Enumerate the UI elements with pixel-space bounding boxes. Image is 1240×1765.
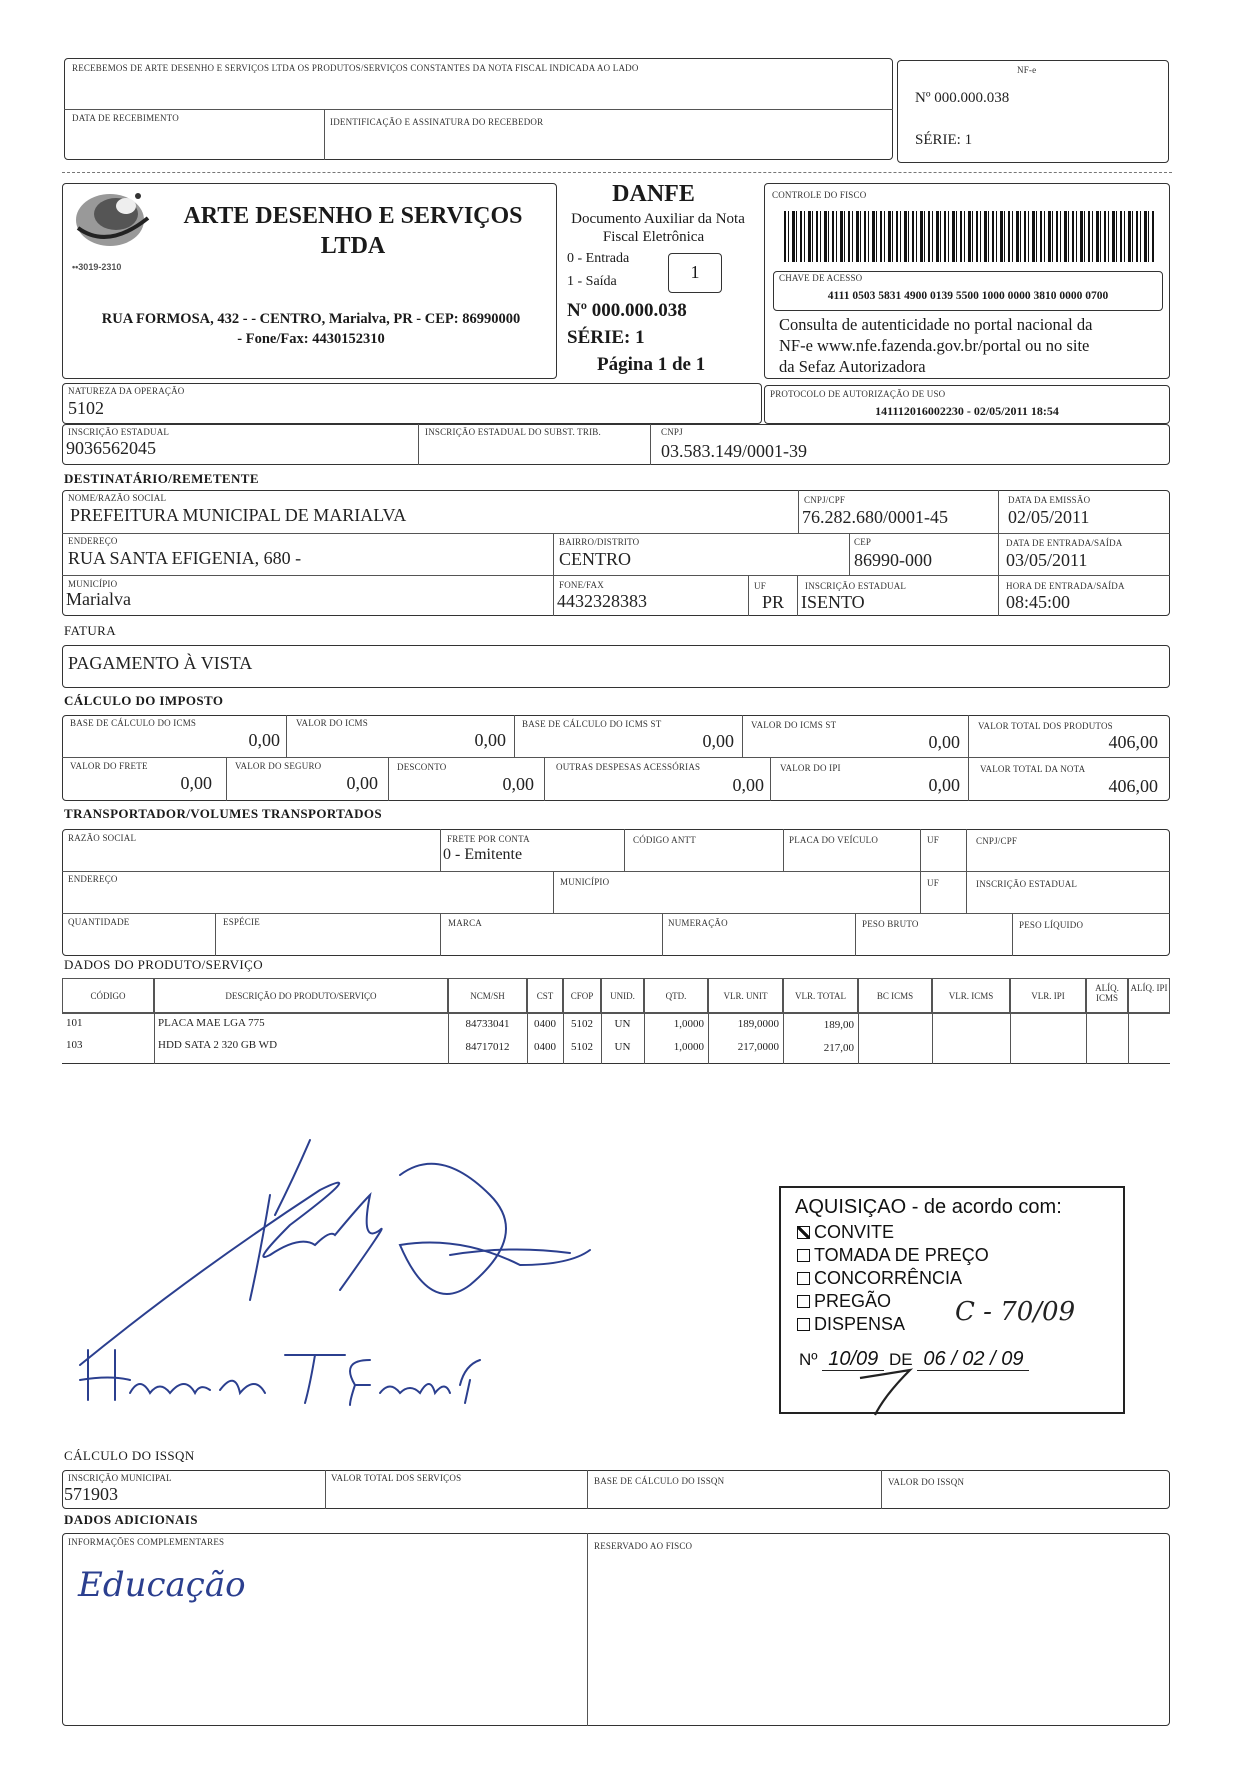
danfe-title: DANFE <box>612 181 695 207</box>
dest-hora-label: HORA DE ENTRADA/SAÍDA <box>1006 581 1125 591</box>
transp-uf-label: UF <box>927 835 939 845</box>
dest-bairro-label: BAIRRO/DISTRITO <box>559 537 640 547</box>
transp-ie-label: INSCRIÇÃO ESTADUAL <box>976 879 1078 889</box>
danfe-serie: SÉRIE: 1 <box>567 327 645 348</box>
danfe-subtitle-line2: Fiscal Eletrônica <box>602 229 705 245</box>
transp-marca-label: MARCA <box>448 918 483 928</box>
base-st-label: BASE DE CÁLCULO DO ICMS ST <box>522 719 662 729</box>
dest-ie-label: INSCRIÇÃO ESTADUAL <box>805 581 907 591</box>
imposto-section: CÁLCULO DO IMPOSTO <box>64 693 224 708</box>
checkbox-icon <box>797 1249 810 1262</box>
transp-numeracao-label: NUMERAÇÃO <box>668 918 728 928</box>
transp-uf2-label: UF <box>927 878 939 888</box>
transp-antt-label: CÓDIGO ANTT <box>633 835 696 845</box>
fatura-value: PAGAMENTO À VISTA <box>68 653 253 673</box>
th-ncm: NCM/SH <box>470 991 505 1001</box>
th-cfop: CFOP <box>570 991 594 1001</box>
consulta-line1: Consulta de autenticidade no portal nacional da <box>779 315 1093 334</box>
total-prod: 406,00 <box>1108 732 1158 752</box>
transp-municipio-label: MUNICÍPIO <box>560 877 610 887</box>
row1-vtotal: 189,00 <box>823 1019 854 1031</box>
stamp-concorrencia: CONCORRÊNCIA <box>797 1268 962 1289</box>
valor-st-label: VALOR DO ICMS ST <box>751 720 837 730</box>
ie-value: 9036562045 <box>66 438 156 458</box>
dest-fone: 4432328383 <box>557 591 647 611</box>
row2-unid: UN <box>614 1041 631 1053</box>
emitente-logo <box>68 188 158 258</box>
frete-label: VALOR DO FRETE <box>70 761 148 771</box>
transp-qtd-label: QUANTIDADE <box>68 917 130 927</box>
row1-vunit: 189,0000 <box>737 1018 779 1030</box>
adicionais-info-handwritten: Educação <box>78 1565 246 1605</box>
emitente-address-line2: - Fone/Fax: 4430152310 <box>237 331 385 347</box>
transporte-section: TRANSPORTADOR/VOLUMES TRANSPORTADOS <box>64 806 383 821</box>
dest-ie: ISENTO <box>801 592 865 612</box>
row2-qtd: 1,0000 <box>673 1041 704 1053</box>
danfe-entrada: 0 - Entrada <box>567 251 630 266</box>
th-bc-icms: BC ICMS <box>876 991 914 1001</box>
valor-icms: 0,00 <box>474 730 506 750</box>
danfe-subtitle-line1: Documento Auxiliar da Nota <box>571 211 745 227</box>
dest-endereco: RUA SANTA EFIGENIA, 680 - <box>68 548 302 568</box>
dest-nome-label: NOME/RAZÃO SOCIAL <box>68 493 167 503</box>
destinatario-section: DESTINATÁRIO/REMETENTE <box>64 471 259 486</box>
desconto: 0,00 <box>502 774 534 794</box>
dest-municipio: Marialva <box>66 589 131 609</box>
adicionais-box <box>62 1533 1170 1726</box>
canhoto-serie: SÉRIE: 1 <box>915 132 973 148</box>
fatura-section: FATURA <box>64 623 117 638</box>
seguro: 0,00 <box>346 773 378 793</box>
th-codigo: CÓDIGO <box>90 991 126 1001</box>
cnpj-label: CNPJ <box>661 427 683 437</box>
row2-vunit: 217,0000 <box>737 1041 779 1053</box>
cnpj-value: 03.583.149/0001-39 <box>661 441 807 461</box>
dest-cep: 86990-000 <box>854 550 932 570</box>
total-prod-label: VALOR TOTAL DOS PRODUTOS <box>978 721 1113 731</box>
base-st: 0,00 <box>702 731 734 751</box>
row2-codigo: 103 <box>66 1039 83 1051</box>
danfe-tipo: 1 <box>690 262 700 282</box>
valor-icms-label: VALOR DO ICMS <box>296 718 368 728</box>
checkbox-icon <box>797 1272 810 1285</box>
canhoto-number: Nº 000.000.038 <box>915 90 1010 106</box>
row2-cst: 0400 <box>534 1041 556 1053</box>
handwritten-signatures <box>70 1135 670 1420</box>
stamp-numero: 10/09 <box>822 1348 884 1371</box>
row2-descricao: HDD SATA 2 320 GB WD <box>158 1039 278 1051</box>
row1-unid: UN <box>614 1018 631 1030</box>
stamp-handwritten-cc: C - 70/09 <box>955 1297 1076 1327</box>
transp-cnpj-label: CNPJ/CPF <box>976 836 1018 846</box>
issqn-base-label: BASE DE CÁLCULO DO ISSQN <box>594 1476 725 1486</box>
natureza-value: 5102 <box>68 398 104 418</box>
canhoto-sign-label: IDENTIFICAÇÃO E ASSINATURA DO RECEBEDOR <box>330 117 544 127</box>
row1-ncm: 84733041 <box>465 1018 510 1030</box>
ie-label: INSCRIÇÃO ESTADUAL <box>68 427 170 437</box>
row1-descricao: PLACA MAE LGA 775 <box>158 1017 265 1029</box>
stamp-convite: CONVITE <box>797 1222 894 1243</box>
issqn-im-label: INSCRIÇÃO MUNICIPAL <box>68 1473 172 1483</box>
transp-frete-label: FRETE POR CONTA <box>447 834 530 844</box>
natureza-label: NATUREZA DA OPERAÇÃO <box>68 386 185 396</box>
canhoto-receipt-text: RECEBEMOS DE ARTE DESENHO E SERVIÇOS LTDA OS PRODUTOS/SERVIÇOS CONSTANTES DA NOTA FISCAL INDICADA AO LADO <box>72 63 639 73</box>
checkbox-checked-icon <box>797 1226 810 1239</box>
dest-emissao-label: DATA DA EMISSÃO <box>1008 495 1091 505</box>
row2-ncm: 84717012 <box>465 1041 510 1053</box>
dest-municipio-label: MUNICÍPIO <box>68 579 118 589</box>
total-nota: 406,00 <box>1108 776 1158 796</box>
emitente-address-line1: RUA FORMOSA, 432 - - CENTRO, Marialva, PR - CEP: 86990000 <box>101 311 521 327</box>
dest-hora: 08:45:00 <box>1006 592 1071 612</box>
emitente-logo-phone: ••3019-2310 <box>72 262 122 272</box>
checkbox-icon <box>797 1318 810 1331</box>
issqn-section: CÁLCULO DO ISSQN <box>64 1448 195 1463</box>
consulta-line3: da Sefaz Autorizadora <box>779 357 926 376</box>
ie-st-label: INSCRIÇÃO ESTADUAL DO SUBST. TRIB. <box>425 427 601 437</box>
signature-name <box>70 1395 78 1396</box>
stamp-data: 06 / 02 / 09 <box>917 1348 1029 1371</box>
stamp-dispensa: DISPENSA <box>797 1314 905 1335</box>
stamp-numero-row: Nº 10/09 DE 06 / 02 / 09 <box>799 1348 1029 1371</box>
adicionais-info-label: INFORMAÇÕES COMPLEMENTARES <box>68 1537 225 1547</box>
stamp-handwritten-mark <box>855 1360 935 1420</box>
stamp-tomada: TOMADA DE PREÇO <box>797 1245 989 1266</box>
issqn-servicos-label: VALOR TOTAL DOS SERVIÇOS <box>331 1473 462 1483</box>
protocolo-value: 141112016002230 - 02/05/2011 18:54 <box>875 404 1059 418</box>
outras-label: OUTRAS DESPESAS ACESSÓRIAS <box>556 762 701 772</box>
protocolo-label: PROTOCOLO DE AUTORIZAÇÃO DE USO <box>770 389 946 399</box>
issqn-im: 571903 <box>64 1484 118 1504</box>
dest-fone-label: FONE/FAX <box>559 580 604 590</box>
stamp-title: AQUISIÇAO - de acordo com: <box>795 1196 1062 1218</box>
danfe-number: Nº 000.000.038 <box>567 300 687 321</box>
th-qtd: QTD. <box>665 991 687 1001</box>
emitente-name-line2: LTDA <box>320 233 386 259</box>
dest-endereco-label: ENDEREÇO <box>68 536 118 546</box>
checkbox-icon <box>797 1295 810 1308</box>
row1-codigo: 101 <box>66 1017 83 1029</box>
row2-cfop: 5102 <box>571 1041 593 1053</box>
fisco-controle-label: CONTROLE DO FISCO <box>772 190 867 200</box>
dest-entrada: 03/05/2011 <box>1006 550 1088 570</box>
th-descricao: DESCRIÇÃO DO PRODUTO/SERVIÇO <box>225 991 377 1001</box>
row1-cfop: 5102 <box>571 1018 593 1030</box>
dest-nome: PREFEITURA MUNICIPAL DE MARIALVA <box>70 505 407 525</box>
danfe-pagina: Página 1 de 1 <box>597 354 706 375</box>
canhoto-nfe-label: NF-e <box>1017 65 1037 75</box>
transp-endereco-label: ENDEREÇO <box>68 874 118 884</box>
total-nota-label: VALOR TOTAL DA NOTA <box>980 764 1086 774</box>
transp-especie-label: ESPÉCIE <box>223 917 260 927</box>
th-vlr-icms: VLR. ICMS <box>948 991 994 1001</box>
canhoto-date-label: DATA DE RECEBIMENTO <box>72 113 179 123</box>
row1-qtd: 1,0000 <box>673 1018 704 1030</box>
th-unid: UNID. <box>610 991 635 1001</box>
adicionais-fisco-label: RESERVADO AO FISCO <box>594 1541 693 1551</box>
transp-razao-label: RAZÃO SOCIAL <box>68 833 137 843</box>
transporte-box <box>62 829 1170 956</box>
th-vlr-ipi: VLR. IPI <box>1031 991 1065 1001</box>
th-aliq-icms: ALÍQ. ICMS <box>1095 983 1119 1003</box>
transp-frete: 0 - Emitente <box>443 846 523 863</box>
consulta-line2: NF-e www.nfe.fazenda.gov.br/portal ou no site <box>779 336 1090 355</box>
row1-cst: 0400 <box>534 1018 556 1030</box>
th-cst: CST <box>536 991 554 1001</box>
produtos-section: DADOS DO PRODUTO/SERVIÇO <box>64 957 264 972</box>
dest-bairro: CENTRO <box>559 549 631 569</box>
row2-vtotal: 217,00 <box>823 1042 854 1054</box>
seguro-label: VALOR DO SEGURO <box>235 761 322 771</box>
ipi-label: VALOR DO IPI <box>780 763 841 773</box>
dest-entrada-label: DATA DE ENTRADA/SAÍDA <box>1006 538 1123 548</box>
base-icms-label: BASE DE CÁLCULO DO ICMS <box>70 718 197 728</box>
danfe-saida: 1 - Saída <box>567 274 617 289</box>
chave-value: 4111 0503 5831 4900 0139 5500 1000 0000 3810 0000 0700 <box>827 290 1109 302</box>
desconto-label: DESCONTO <box>397 762 447 772</box>
transp-placa-label: PLACA DO VEÍCULO <box>789 835 879 845</box>
outras: 0,00 <box>732 775 764 795</box>
dest-cep-label: CEP <box>854 537 872 547</box>
adicionais-section: DADOS ADICIONAIS <box>64 1512 198 1527</box>
dest-cnpj-label: CNPJ/CPF <box>804 495 846 505</box>
stamp-pregao: PREGÃO <box>797 1291 891 1312</box>
valor-st: 0,00 <box>928 732 960 752</box>
dest-cnpj: 76.282.680/0001-45 <box>802 507 948 527</box>
issqn-valor-label: VALOR DO ISSQN <box>888 1477 965 1487</box>
emitente-name-line1: ARTE DESENHO E SERVIÇOS <box>183 203 523 229</box>
frete: 0,00 <box>180 773 212 793</box>
dest-uf-label: UF <box>754 581 766 591</box>
dest-uf: PR <box>762 592 785 612</box>
base-icms: 0,00 <box>248 730 280 750</box>
th-aliq-ipi: ALÍQ. IPI <box>1130 983 1168 993</box>
th-vtotal: VLR. TOTAL <box>795 991 846 1001</box>
barcode <box>784 211 1154 262</box>
chave-label: CHAVE DE ACESSO <box>779 273 863 283</box>
transp-bruto-label: PESO BRUTO <box>862 919 919 929</box>
th-vunit: VLR. UNIT <box>723 991 768 1001</box>
transp-liquido-label: PESO LÍQUIDO <box>1019 920 1084 930</box>
ipi: 0,00 <box>928 775 960 795</box>
dest-emissao: 02/05/2011 <box>1008 507 1090 527</box>
ie-row-box <box>62 424 1170 465</box>
